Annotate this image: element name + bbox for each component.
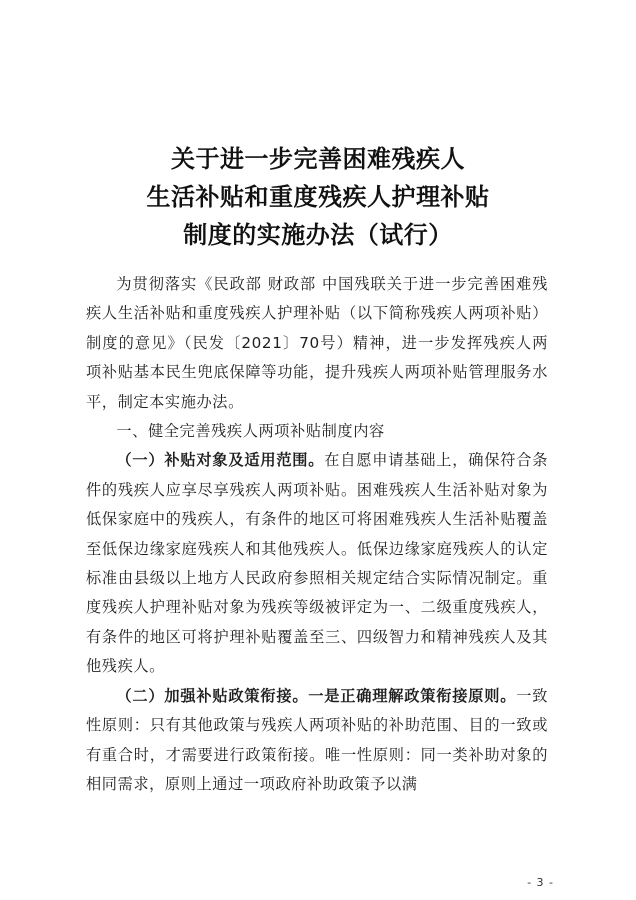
title-line-2: 生活补贴和重度残疾人护理补贴: [146, 182, 490, 211]
title-line-3: 制度的实施办法（试行）: [183, 220, 453, 249]
title-line-1: 关于进一步完善困难残疾人: [171, 144, 465, 173]
subsection-1-paragraph: [86, 446, 548, 681]
document-title: [0, 140, 636, 254]
subsection-1-text: 在自愿申请基础上，确保符合条件的残疾人应享尽享残疾人两项补贴。困难残疾人生活补贴对象为低保家庭中的残疾人，有条件的地区可将困难残疾人生活补贴覆盖至低保边缘家庭残疾人和其他残疾人。低保边缘家庭残疾人的认定标准由县级以上地方人民政府参照相关规定结合实际情况制定。重度残疾人护理补贴对象为残疾等级被评定为一、二级重度残疾人，有条件的地区可将护理补贴覆盖至三、四级智力和精神残疾人及其他残疾人。: [86, 451, 548, 676]
document-body: [86, 270, 548, 799]
subsection-2-text: 一致性原则：只有其他政策与残疾人两项补贴的补助范围、目的一致或有重合时，才需要进行政策衔接。唯一性原则：同一类补助对象的相同需求，原则上通过一项政府补助政策予以满: [86, 686, 548, 793]
section-heading-1: 一、健全完善残疾人两项补贴制度内容: [116, 422, 385, 441]
subsection-1-label: （一）补贴对象及适用范围。: [116, 451, 325, 470]
intro-paragraph: 为贯彻落实《民政部 财政部 中国残联关于进一步完善困难残疾人生活补贴和重度残疾人护理补贴（以下简称残疾人两项补贴）制度的意见》（民发〔2021〕70号）精神，进一步发挥残疾人两项补贴基本民生兜底保障等功能，提升残疾人两项补贴管理服务水平，制定本实施办法。: [86, 275, 548, 411]
page-number: - 3 -: [527, 876, 554, 889]
subsection-2-label: （二）加强补贴政策衔接。一是正确理解政策衔接原则。: [116, 686, 517, 705]
subsection-2-paragraph: [86, 682, 548, 800]
